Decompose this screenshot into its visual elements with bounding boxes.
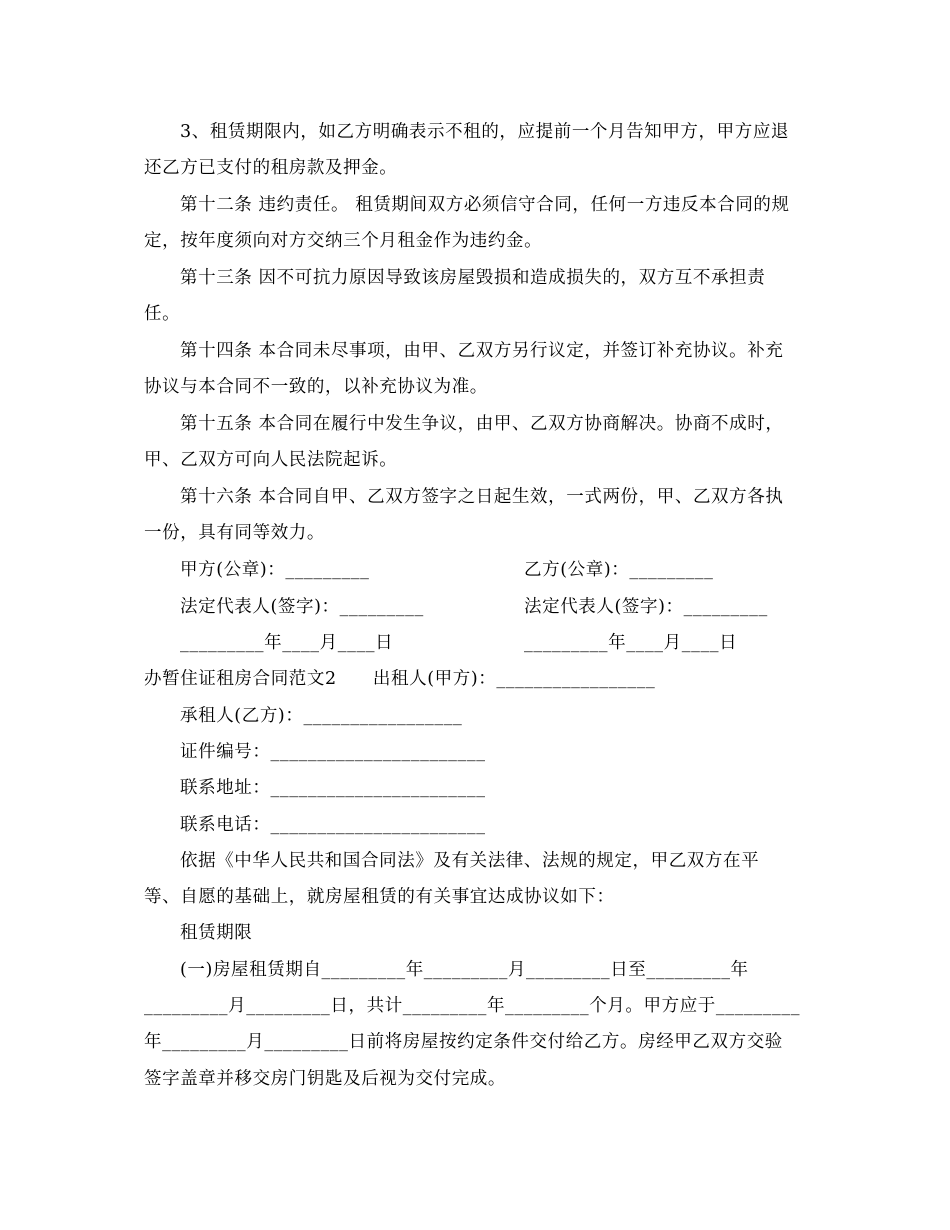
phone-field: 联系电话：_______________________ xyxy=(180,815,486,835)
id-number-field: 证件编号：_______________________ xyxy=(180,742,486,762)
paragraph-line: 年_________月_________日前将房屋按约定条件交付给乙方。房经甲乙双方交验 xyxy=(144,1032,783,1052)
paragraph-line: 定，按年度须向对方交纳三个月租金作为违约金。 xyxy=(144,231,543,251)
paragraph-line: 任。 xyxy=(144,304,181,324)
paragraph-line: _________月_________日，共计_________年_________个月。甲方应于_________ xyxy=(144,996,801,1016)
paragraph-line: 第十二条 违约责任。 租赁期间双方必须信守合同，任何一方违反本合同的规 xyxy=(180,195,790,215)
paragraph-line: 第十四条 本合同未尽事项，由甲、乙双方另行议定，并签订补充协议。补充 xyxy=(180,341,784,361)
tenant-field: 承租人(乙方)：_________________ xyxy=(180,706,463,726)
signature-party-a-seal: 甲方(公章)：_________ xyxy=(180,560,370,580)
paragraph-line: 签字盖章并移交房门钥匙及后视为交付完成。 xyxy=(144,1069,506,1089)
signature-party-b-rep: 法定代表人(签字)：_________ xyxy=(524,597,768,617)
paragraph-line: 依据《中华人民共和国合同法》及有关法律、法规的规定，甲乙双方在平 xyxy=(180,851,760,871)
paragraph-line: 第十六条 本合同自甲、乙双方签字之日起生效，一式两份，甲、乙双方各执 xyxy=(180,487,784,507)
address-field: 联系地址：_______________________ xyxy=(180,778,486,798)
paragraph-line: 协议与本合同不一致的，以补充协议为准。 xyxy=(144,377,488,397)
paragraph-line: 还乙方已支付的租房款及押金。 xyxy=(144,158,398,178)
signature-party-b-date: _________年____月____日 xyxy=(524,633,738,653)
paragraph-line: 一份，具有同等效力。 xyxy=(144,523,325,543)
paragraph-line: 第十五条 本合同在履行中发生争议，由甲、乙双方协商解决。协商不成时， xyxy=(180,414,784,434)
signature-party-a-date: _________年____月____日 xyxy=(180,633,394,653)
paragraph-line: 甲、乙双方可向人民法院起诉。 xyxy=(144,450,398,470)
paragraph-line: 3、租赁期限内，如乙方明确表示不租的，应提前一个月告知甲方，甲方应退 xyxy=(180,122,790,142)
section-title: 租赁期限 xyxy=(180,923,253,943)
paragraph-line: 等、自愿的基础上，就房屋租赁的有关事宜达成协议如下： xyxy=(144,887,615,907)
signature-party-b-seal: 乙方(公章)：_________ xyxy=(524,560,714,580)
signature-party-a-rep: 法定代表人(签字)：_________ xyxy=(180,597,424,617)
paragraph-line: 第十三条 因不可抗力原因导致该房屋毁损和造成损失的，双方互不承担责 xyxy=(180,268,766,288)
second-contract-heading: 办暂住证租房合同范文2 出租人(甲方)：_________________ xyxy=(144,669,656,689)
paragraph-line: (一)房屋租赁期自_________年_________月_________日至_________年 xyxy=(180,960,749,980)
